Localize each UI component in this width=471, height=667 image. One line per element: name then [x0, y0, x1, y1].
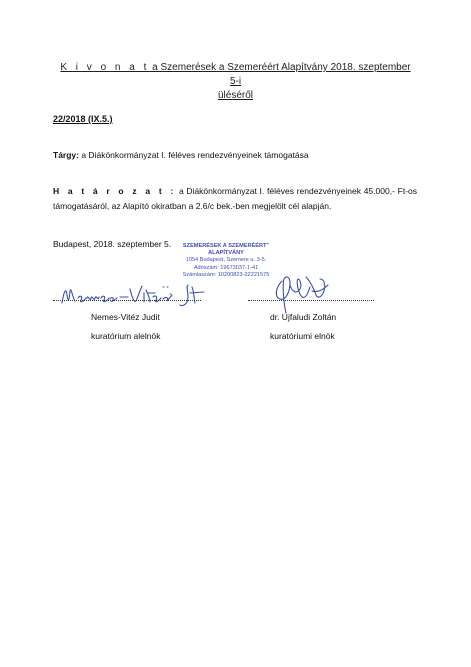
- stamp-line-3: 1054 Budapest, Szemere u. 3-5.: [185, 257, 267, 264]
- stamp-line-1: SZEMERÉSEK A SZEMERÉÉRT": [182, 243, 270, 249]
- stamp-line-4: Adószám: 19673037-1-41: [193, 264, 259, 271]
- subject-text: a Diákönkormányzat I. féléves rendezvényeinek támogatása: [78, 150, 309, 160]
- subject-label: Tárgy:: [53, 150, 79, 160]
- decision-paragraph: [53, 184, 417, 214]
- signatory-name-right: dr. Ujfaludi Zoltán: [270, 312, 337, 322]
- resolution-number: 22/2018 (IX.5.): [53, 114, 113, 124]
- place-date: Budapest, 2018. szeptember 5.: [53, 239, 172, 249]
- title-line-2: üléséről: [217, 90, 254, 101]
- document-title: [60, 61, 411, 103]
- stamp-line-5: Számlaszám: 10200823-22221575: [182, 271, 270, 278]
- title-rest: a Szemerések a Szemeréért Alapítvány 2018. szeptember 5-i: [149, 62, 411, 87]
- signatory-role-left: kuratórium alelnök: [91, 331, 161, 341]
- decision-text: a Diákönkormányzat I. féléves rendezvényeinek 45.000,- Ft-os támogatásáról, az Alapító okiratban a 2.6/c bek.-ben megjelölt cél alapján.: [53, 186, 417, 211]
- stamp-line-2: ALAPÍTVÁNY: [208, 250, 244, 257]
- decision-label: H a t á r o z a t :: [53, 186, 177, 196]
- signatory-role-right: kuratóriumi elnök: [270, 331, 335, 341]
- signature-line-right: [248, 300, 374, 301]
- subject-paragraph: [53, 150, 309, 160]
- signature-left-image: [60, 281, 220, 309]
- foundation-stamp: [168, 243, 284, 279]
- signatory-name-left: Nemes-Vitéz Judit: [91, 312, 160, 322]
- signature-right-image: [268, 271, 340, 315]
- signature-line-left: [53, 300, 201, 301]
- title-kivonat: K i v o n a t: [60, 62, 150, 73]
